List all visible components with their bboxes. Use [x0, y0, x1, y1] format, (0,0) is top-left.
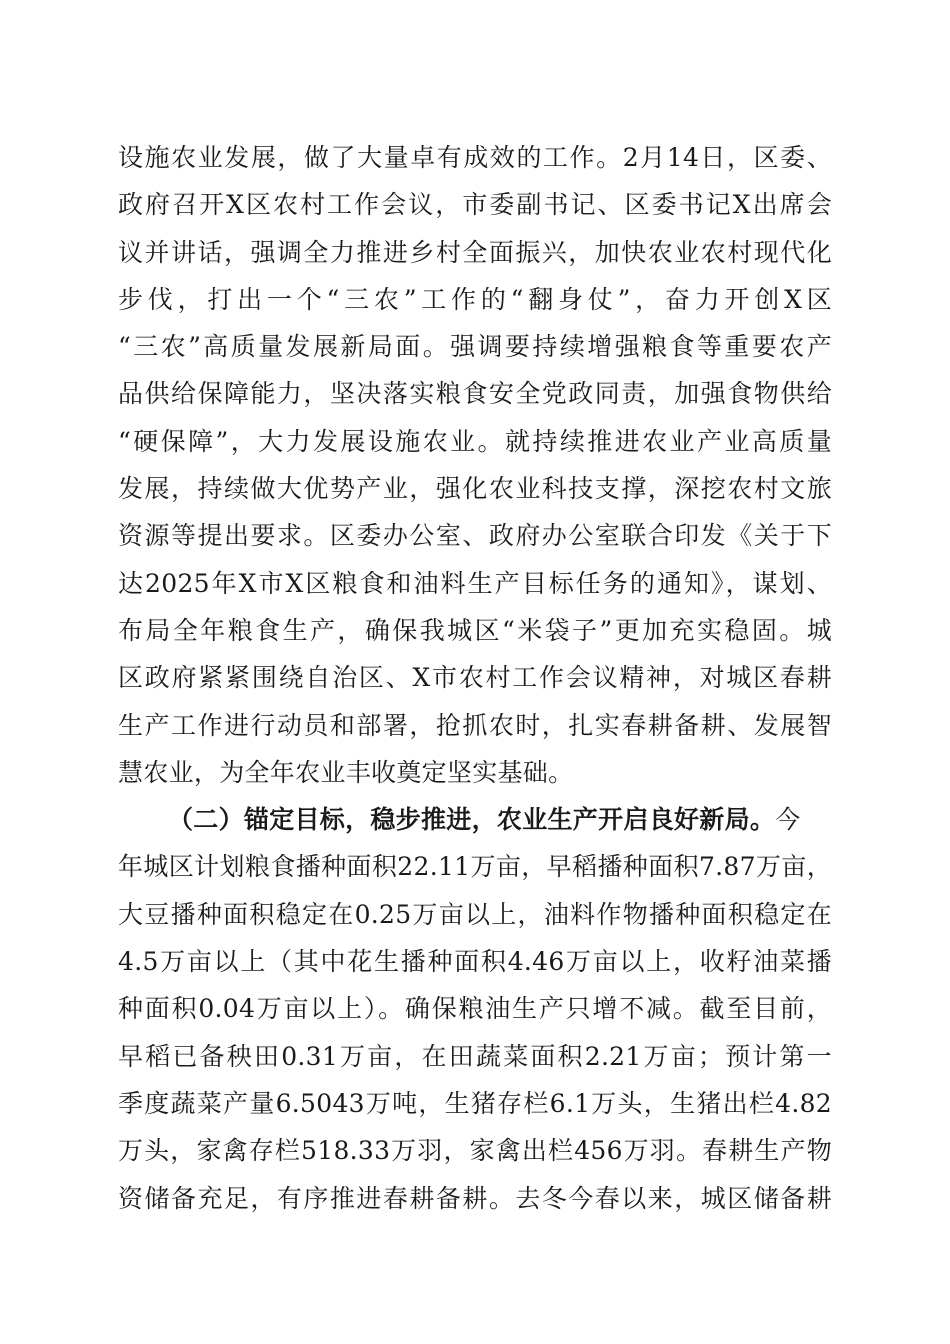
text-line: 布局全年粮食生产，确保我城区“米袋子”更加充实稳固。城 [118, 615, 832, 645]
text-line: “硬保障”，大力发展设施农业。就持续推进农业产业高质量 [118, 426, 832, 456]
text-line: 万头，家禽存栏518.33万羽，家禽出栏456万羽。春耕生产物 [118, 1136, 832, 1166]
heading-line-rest: 今 [775, 805, 801, 835]
text-line: 慧农业，为全年农业丰收奠定坚实基础。 [118, 757, 574, 787]
text-line: “三农”高质量发展新局面。强调要持续增强粮食等重要农产 [118, 332, 832, 362]
text-line: 资源等提出要求。区委办公室、政府办公室联合印发《关于下 [118, 521, 832, 551]
paragraph-2 [118, 796, 832, 1222]
text-line: 大豆播种面积稳定在0.25万亩以上，油料作物播种面积稳定在 [118, 899, 832, 929]
text-line: 达2025年X市X区粮食和油料生产目标任务的通知》，谋划、 [118, 568, 832, 598]
text-line: 步伐，打出一个“三农”工作的“翻身仗”，奋力开创X区 [118, 284, 832, 314]
document-body [118, 134, 832, 1222]
text-line: 发展，持续做大优势产业，强化农业科技支撑，深挖农村文旅 [118, 474, 832, 504]
text-line: 政府召开X区农村工作会议，市委副书记、区委书记X出席会 [118, 190, 832, 220]
section-heading: （二）锚定目标，稳步推进，农业生产开启良好新局。 [168, 805, 776, 835]
text-line: 设施农业发展，做了大量卓有成效的工作。2月14日，区委、 [118, 143, 832, 172]
text-line: 季度蔬菜产量6.5043万吨，生猪存栏6.1万头，生猪出栏4.82 [118, 1088, 832, 1118]
text-line: 早稻已备秧田0.31万亩，在田蔬菜面积2.21万亩；预计第一 [118, 1041, 832, 1071]
text-line: 种面积0.04万亩以上）。确保粮油生产只增不减。截至目前， [118, 994, 832, 1024]
text-line: 年城区计划粮食播种面积22.11万亩，早稻播种面积7.87万亩， [118, 852, 832, 882]
text-line: 区政府紧紧围绕自治区、X市农村工作会议精神，对城区春耕 [118, 663, 832, 693]
text-line: 生产工作进行动员和部署，抢抓农时，扎实春耕备耕、发展智 [118, 710, 832, 740]
text-line: 议并讲话，强调全力推进乡村全面振兴，加快农业农村现代化 [118, 237, 832, 267]
paragraph-heading-line [118, 796, 832, 843]
text-line: 品供给保障能力，坚决落实粮食安全党政同责，加强食物供给 [118, 379, 832, 409]
text-line: 4.5万亩以上（其中花生播种面积4.46万亩以上，收籽油菜播 [118, 947, 832, 977]
paragraph-1 [118, 134, 832, 796]
text-line: 资储备充足，有序推进春耕备耕。去冬今春以来，城区储备耕 [118, 1183, 832, 1213]
